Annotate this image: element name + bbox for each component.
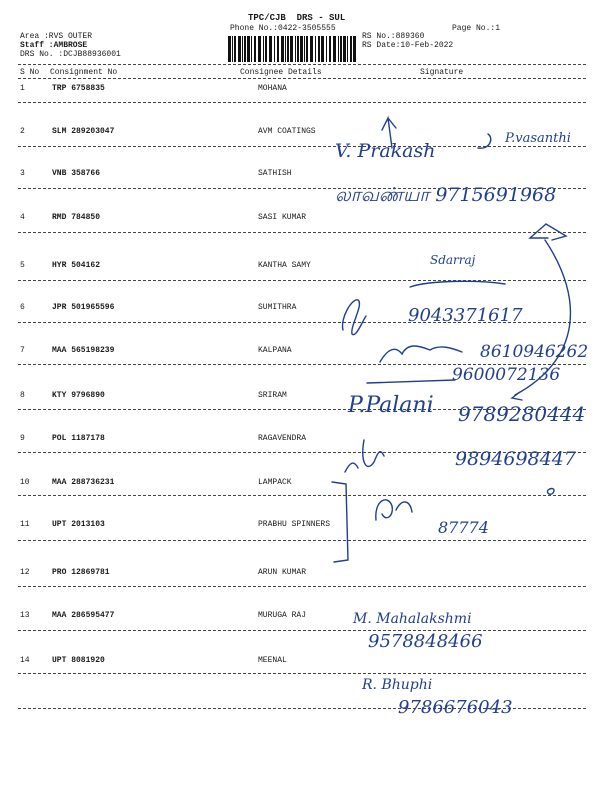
signature-scribble bbox=[345, 440, 384, 472]
rs-date: RS Date:10-Feb-2022 bbox=[362, 41, 454, 50]
drs-number: DRS No. :DCJB88936001 bbox=[20, 50, 121, 59]
row-consignee: MURUGA RAJ bbox=[258, 611, 307, 620]
row-sno: 14 bbox=[20, 656, 30, 665]
row-sno: 12 bbox=[20, 568, 30, 577]
handwritten-signature: R. Bhuphi bbox=[362, 677, 433, 693]
row-consignment: VNB 358766 bbox=[52, 169, 101, 178]
row-sno: 5 bbox=[20, 261, 25, 270]
page-number: Page No.:1 bbox=[452, 24, 501, 33]
pen-mark bbox=[547, 489, 554, 495]
row-consignment: HYR 504162 bbox=[52, 261, 101, 270]
handwritten-phone: 8610946262 bbox=[480, 342, 589, 362]
pen-mark bbox=[410, 281, 505, 287]
rs-number: RS No.:889360 bbox=[362, 32, 425, 41]
bracket-mark bbox=[332, 482, 348, 562]
handwritten-signature: P.Palani bbox=[348, 393, 434, 418]
handwritten-signature: லாவண்யா 9715691968 bbox=[335, 184, 557, 206]
handwritten-phone: 9578848466 bbox=[368, 631, 483, 652]
col-sno: S No bbox=[20, 68, 40, 77]
handwritten-phone: 9894698447 bbox=[455, 448, 576, 470]
col-signature: Signature bbox=[420, 68, 464, 77]
row-sno: 2 bbox=[20, 127, 25, 136]
row-sno: 7 bbox=[20, 346, 25, 355]
row-sno: 3 bbox=[20, 169, 25, 178]
area-label: Area :RVS OUTER bbox=[20, 32, 93, 41]
handwritten-phone: 9789280444 bbox=[458, 402, 586, 426]
row-consignment: MAA 565198239 bbox=[52, 346, 115, 355]
handwritten-phone: 9786676043 bbox=[398, 697, 513, 718]
row-consignee: ARUN KUMAR bbox=[258, 568, 307, 577]
signature-scribble bbox=[380, 346, 462, 362]
row-consignment: PRO 12869781 bbox=[52, 568, 110, 577]
row-consignment: SLM 289203047 bbox=[52, 127, 115, 136]
row-consignment: TRP 6758835 bbox=[52, 84, 105, 93]
row-consignment: UPT 8081920 bbox=[52, 656, 105, 665]
handwritten-phone: 9043371617 bbox=[408, 305, 523, 326]
row-consignee: SUMITHRA bbox=[258, 303, 297, 312]
row-sno: 9 bbox=[20, 434, 25, 443]
row-consignee: MOHANA bbox=[258, 84, 287, 93]
row-consignee: KALPANA bbox=[258, 346, 292, 355]
handwritten-signature: M. Mahalakshmi bbox=[353, 611, 472, 627]
row-sno: 8 bbox=[20, 391, 25, 400]
signature-scribble bbox=[343, 300, 366, 335]
staff-label: Staff :AMBROSE bbox=[20, 41, 88, 50]
handwritten-note: 87774 bbox=[438, 518, 489, 537]
signature-scribble bbox=[376, 500, 412, 520]
pen-mark bbox=[367, 380, 455, 383]
row-sno: 4 bbox=[20, 213, 25, 222]
row-consignment: RMD 784850 bbox=[52, 213, 101, 222]
row-consignee: SATHISH bbox=[258, 169, 292, 178]
row-consignment: JPR 501965596 bbox=[52, 303, 115, 312]
row-consignee: AVM COATINGS bbox=[258, 127, 316, 136]
row-consignee: SASI KUMAR bbox=[258, 213, 307, 222]
row-consignment: KTY 9796890 bbox=[52, 391, 105, 400]
col-consignee: Consignee Details bbox=[240, 68, 322, 77]
row-sno: 13 bbox=[20, 611, 30, 620]
handwritten-signature: P.vasanthi bbox=[505, 131, 571, 146]
pen-mark bbox=[382, 118, 396, 148]
col-consignment: Consignment No bbox=[50, 68, 118, 77]
pen-mark bbox=[478, 134, 491, 148]
row-sno: 11 bbox=[20, 520, 30, 529]
row-consignee: KANTHA SAMY bbox=[258, 261, 311, 270]
row-consignee: PRABHU SPINNERS bbox=[258, 520, 331, 529]
handwritten-phone: 9600072136 bbox=[452, 365, 561, 385]
row-sno: 1 bbox=[20, 84, 25, 93]
pen-mark bbox=[515, 240, 570, 395]
row-consignment: MAA 286595477 bbox=[52, 611, 115, 620]
row-sno: 6 bbox=[20, 303, 25, 312]
document-title: TPC/CJB DRS - SUL bbox=[248, 13, 346, 23]
handwritten-signature: Sdarraj bbox=[430, 253, 476, 267]
row-consignee: SRIRAM bbox=[258, 391, 287, 400]
row-consignee: MEENAL bbox=[258, 656, 287, 665]
row-consignment: UPT 2013103 bbox=[52, 520, 105, 529]
row-consignee: LAMPACK bbox=[258, 478, 292, 487]
handwritten-signature: V. Prakash bbox=[335, 140, 436, 162]
row-consignment: MAA 288736231 bbox=[52, 478, 115, 487]
pen-mark bbox=[530, 224, 566, 240]
phone-number: Phone No.:0422-3505555 bbox=[230, 24, 336, 33]
row-consignment: POL 1187178 bbox=[52, 434, 105, 443]
row-sno: 10 bbox=[20, 478, 30, 487]
row-consignee: RAGAVENDRA bbox=[258, 434, 307, 443]
